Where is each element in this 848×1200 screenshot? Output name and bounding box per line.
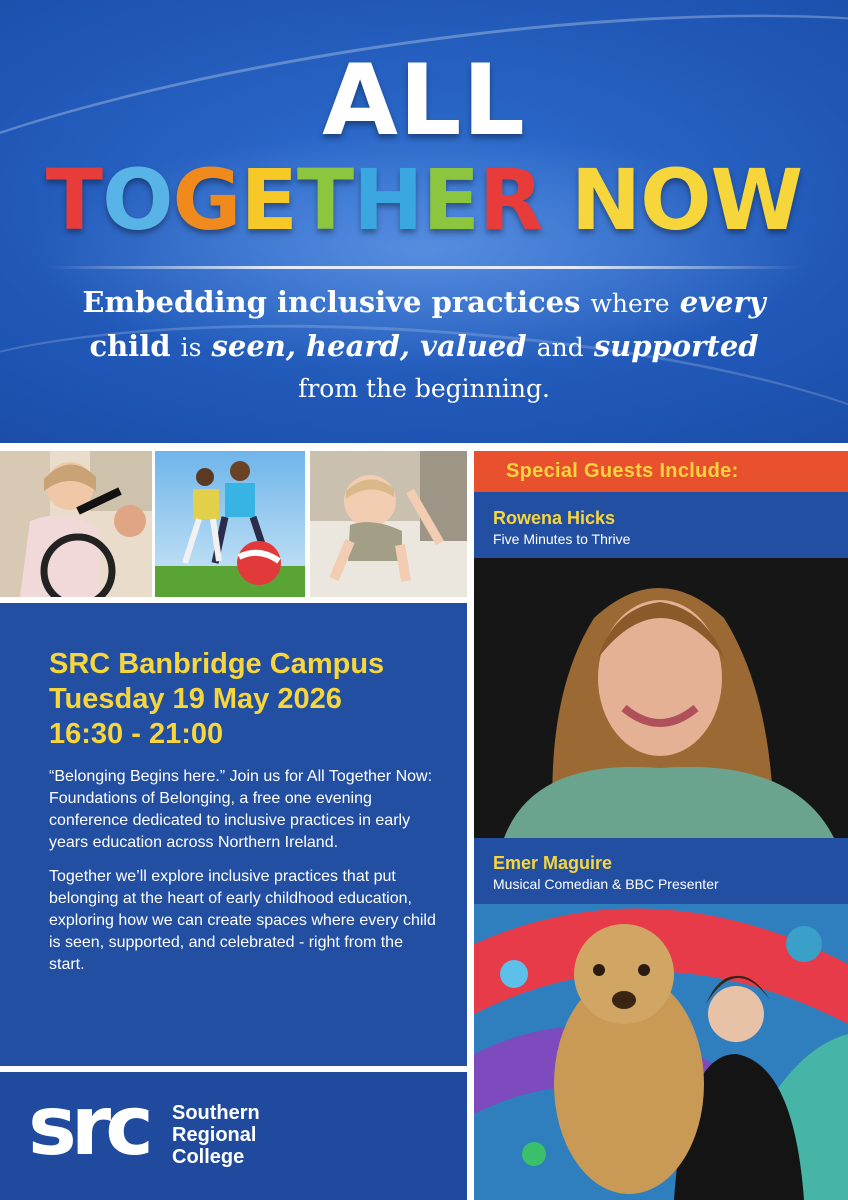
title-divider (48, 266, 800, 269)
title-letter: R (478, 151, 543, 249)
event-time: 16:30 - 21:00 (49, 718, 224, 750)
tagline-text: and (536, 333, 584, 362)
college-name-line: Southern (172, 1102, 260, 1124)
event-paragraph: “Belonging Begins here.” Join us for All Together Now: Foundations of Belonging, a free one evening conference dedicated to inclusive practices in early years education across Northern Ireland. (49, 768, 433, 851)
tagline (40, 285, 808, 416)
guest-name: Rowena Hicks (493, 508, 616, 528)
src-logo-mark: src (28, 1079, 148, 1174)
title-letter (543, 158, 571, 242)
tagline-text: from the beginning. (298, 374, 550, 403)
guest-card-emer (474, 838, 848, 904)
event-venue: SRC Banbridge Campus (49, 648, 385, 680)
title-letter: N (570, 151, 641, 249)
college-name-line: College (172, 1146, 245, 1168)
photo-rowena-hicks (474, 558, 848, 838)
photo-emer-maguire-with-dog (474, 904, 848, 1200)
tagline-text: seen, heard, valued (211, 329, 527, 363)
title-letter: E (422, 151, 479, 249)
event-details-panel (0, 603, 467, 1066)
title-letter: O (640, 151, 711, 249)
special-guests-heading: Special Guests Include: (474, 451, 848, 492)
tagline-text: every (679, 285, 766, 319)
title-letter: E (240, 151, 297, 249)
title-letter: O (102, 151, 173, 249)
title-together-now (0, 151, 848, 249)
title-letter: T (45, 151, 103, 249)
photo-children-football (155, 451, 305, 597)
guest-role: Five Minutes to Thrive (493, 531, 631, 547)
college-name-line: Regional (172, 1124, 257, 1146)
event-paragraph: Together we’ll explore inclusive practices that put belonging at the heart of early childhood education, exploring how we can create spaces where every child is seen, supported, and celebrated - right from the start. (49, 868, 436, 973)
title-letter: H (353, 151, 423, 249)
tagline-text: supported (593, 329, 759, 363)
guest-role: Musical Comedian & BBC Presenter (493, 876, 719, 892)
tagline-text: is (180, 333, 202, 362)
event-description (49, 766, 437, 976)
tagline-text: Embedding inclusive practices (82, 285, 581, 319)
event-date: Tuesday 19 May 2026 (49, 683, 342, 715)
tagline-text: child (89, 329, 171, 363)
header-banner (0, 0, 848, 443)
guest-name: Emer Maguire (493, 853, 613, 873)
guest-card-rowena (474, 492, 848, 558)
college-name (172, 1102, 260, 1168)
photo-child-wheelchair (0, 451, 152, 597)
title-all: ALL (322, 44, 526, 158)
title-letter: W (710, 151, 803, 249)
tagline-text: where (590, 289, 670, 318)
title-letter: T (296, 151, 354, 249)
title-letter: G (172, 151, 241, 249)
photo-baby-crawling (310, 451, 467, 597)
